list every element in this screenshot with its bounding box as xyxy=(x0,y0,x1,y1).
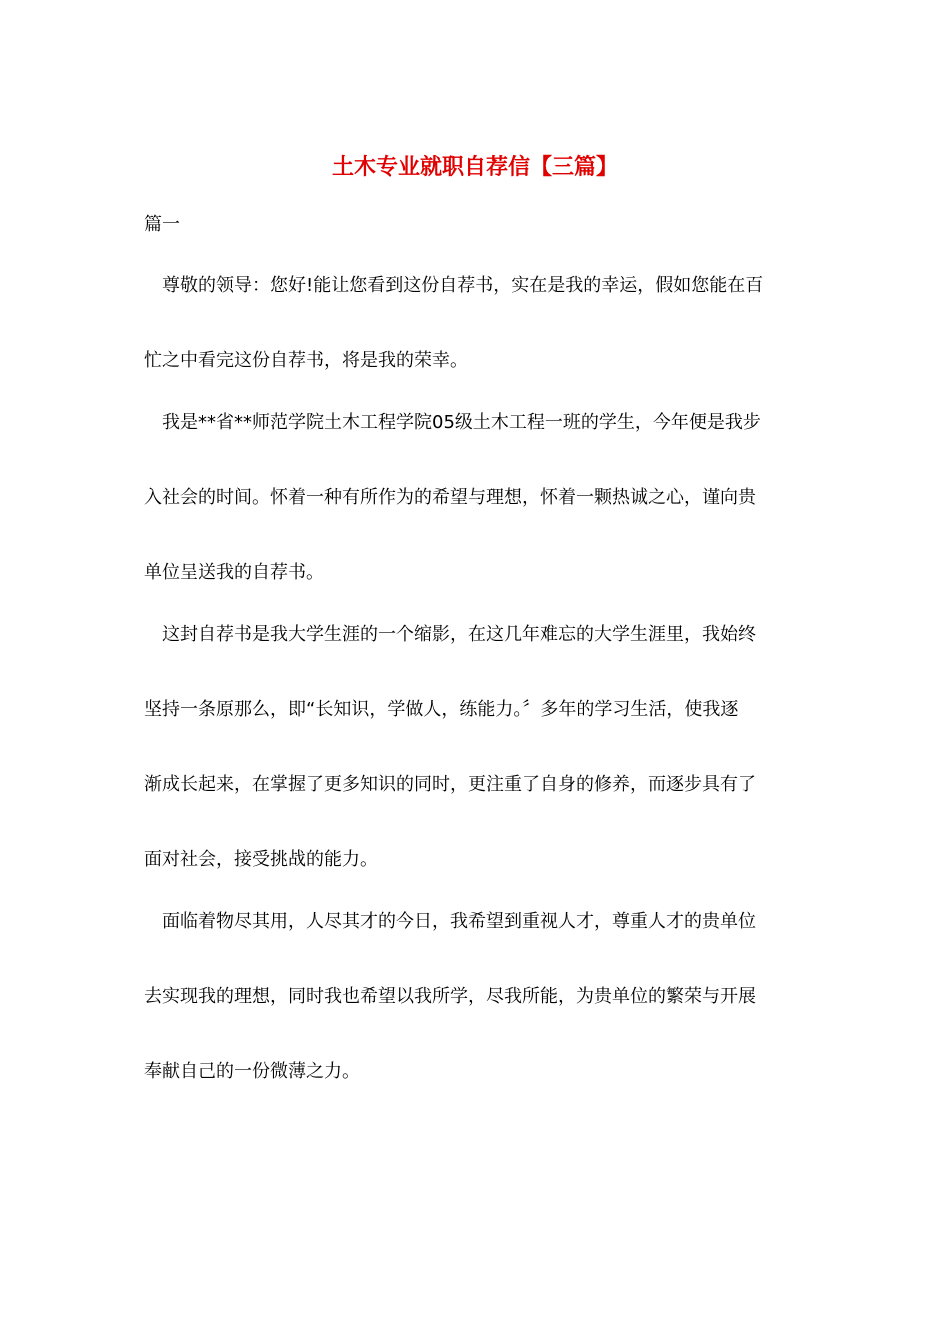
paragraph-3-line-1: 这封自荐书是我大学生涯的一个缩影，在这几年难忘的大学生涯里，我始终 xyxy=(162,624,756,645)
paragraph-1-line-2: 忙之中看完这份自荐书，将是我的荣幸。 xyxy=(144,350,468,371)
paragraph-2-line-1: 我是**省**师范学院土木工程学院05级土木工程一班的学生，今年便是我步 xyxy=(162,412,761,433)
paragraph-3-line-3: 渐成长起来，在掌握了更多知识的同时，更注重了自身的修养，而逐步具有了 xyxy=(144,774,756,795)
paragraph-4-line-3: 奉献自己的一份微薄之力。 xyxy=(144,1061,360,1082)
paragraph-3-line-2: 坚持一条原那么，即“长知识，学做人，练能力。〞多年的学习生活，使我逐 xyxy=(144,699,739,720)
document-title: 土木专业就职自荐信【三篇】 xyxy=(331,155,618,180)
paragraph-3-line-4: 面对社会，接受挑战的能力。 xyxy=(144,849,378,870)
paragraph-2-line-3: 单位呈送我的自荐书。 xyxy=(144,562,324,583)
section-label: 篇一 xyxy=(144,214,180,235)
paragraph-4-line-2: 去实现我的理想，同时我也希望以我所学，尽我所能，为贵单位的繁荣与开展 xyxy=(144,986,756,1007)
paragraph-1-line-1: 尊敬的领导：您好!能让您看到这份自荐书，实在是我的幸运，假如您能在百 xyxy=(162,275,764,296)
paragraph-2-line-2: 入社会的时间。怀着一种有所作为的希望与理想，怀着一颗热诚之心，谨向贵 xyxy=(144,487,756,508)
paragraph-4-line-1: 面临着物尽其用，人尽其才的今日，我希望到重视人才，尊重人才的贵单位 xyxy=(162,911,756,932)
